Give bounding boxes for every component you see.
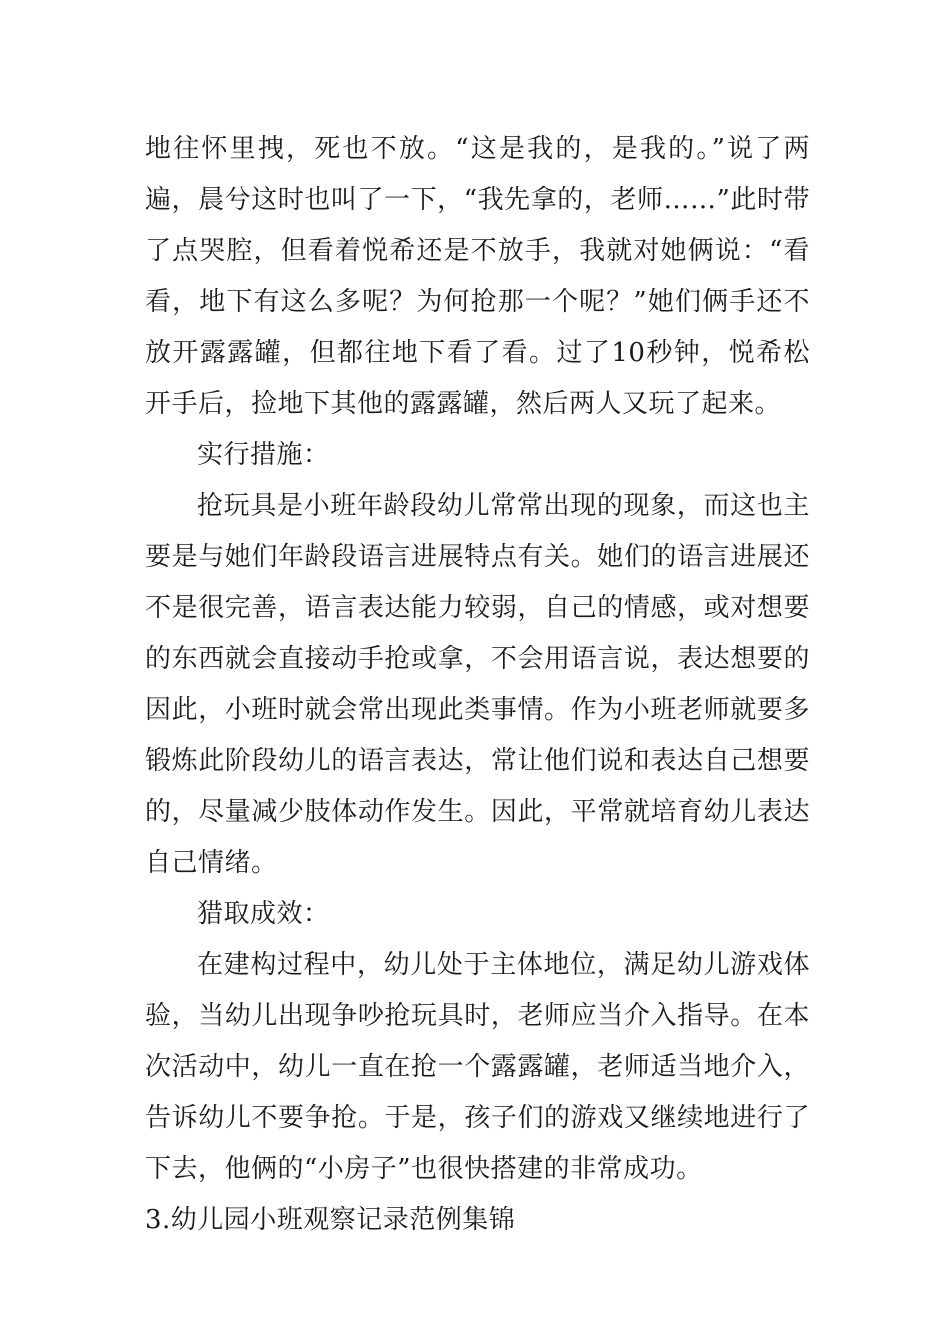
- section-label-measures: 实行措施：: [197, 440, 330, 470]
- document-body: [145, 124, 810, 1246]
- paragraph-observation-narrative: 地往怀里拽，死也不放。“这是我的，是我的。”说了两遍，晨兮这时也叫了一下，“我先拿的，老师……”此时带了点哭腔，但看着悦希还是不放手，我就对她俩说：“看看，地下有这么多呢？为何抢那一个呢？”她们俩手还不放开露露罐，但都往地下看了看。过了10秒钟，悦希松开手后，捡地下其他的露露罐，然后两人又玩了起来。: [145, 134, 810, 419]
- paragraph-measures: 抢玩具是小班年龄段幼儿常常出现的现象，而这也主要是与她们年龄段语言进展特点有关。她们的语言进展还不是很完善，语言表达能力较弱，自己的情感，或对想要的东西就会直接动手抢或拿，不会用语言说，表达想要的因此，小班时就会常出现此类事情。作为小班老师就要多锻炼此阶段幼儿的语言表达，常让他们说和表达自己想要的，尽量减少肢体动作发生。因此，平常就培育幼儿表达自己情绪。: [145, 491, 810, 878]
- section-label-results: 猎取成效：: [197, 899, 330, 929]
- section-heading-3: 3.幼儿园小班观察记录范例集锦: [145, 1205, 516, 1235]
- paragraph-results: 在建构过程中，幼儿处于主体地位，满足幼儿游戏体验，当幼儿出现争吵抢玩具时，老师应当介入指导。在本次活动中，幼儿一直在抢一个露露罐，老师适当地介入，告诉幼儿不要争抢。于是，孩子们的游戏又继续地进行了下去，他俩的“小房子”也很快搭建的非常成功。: [145, 950, 810, 1184]
